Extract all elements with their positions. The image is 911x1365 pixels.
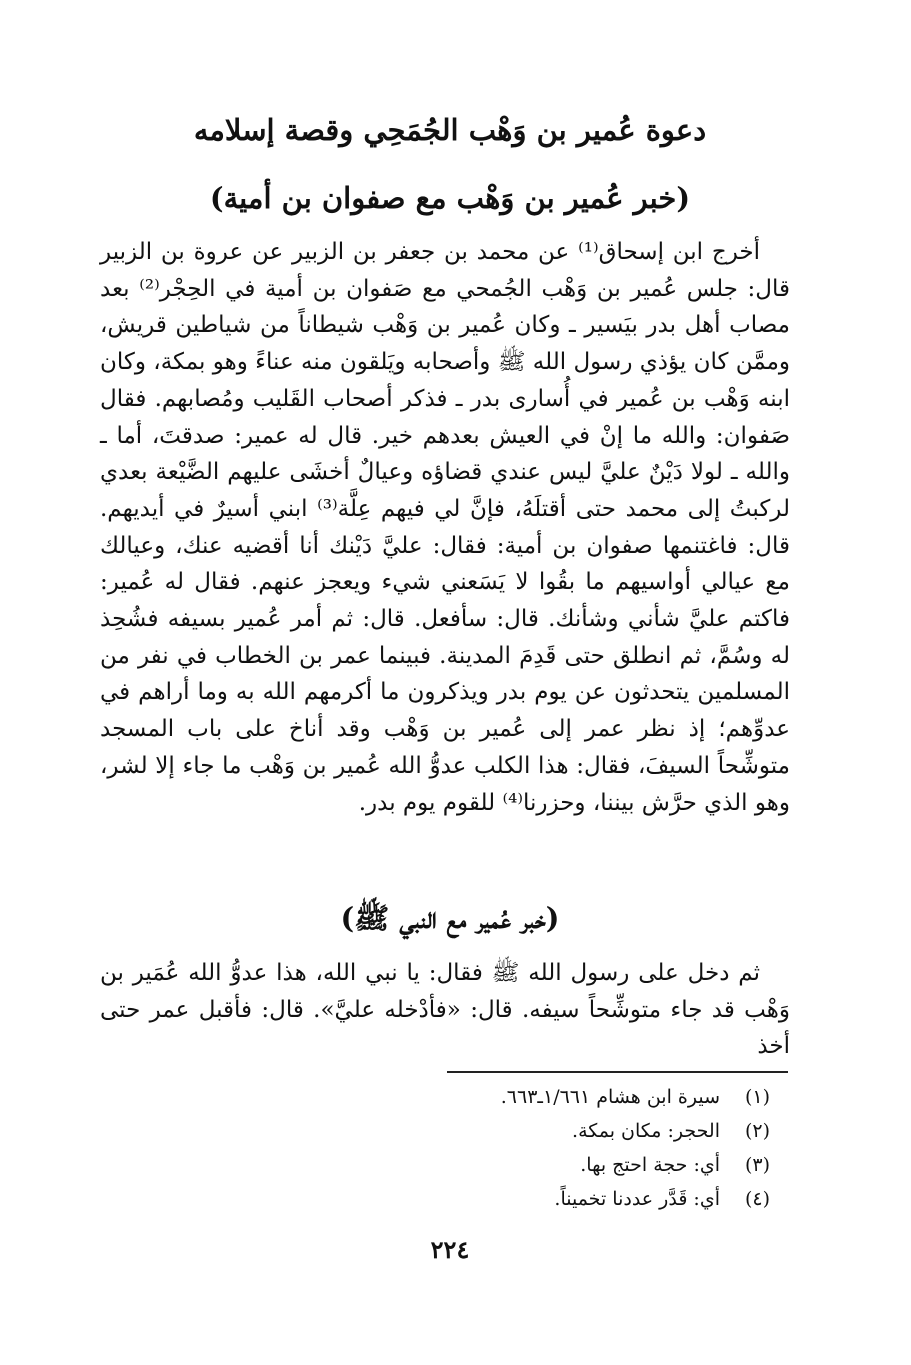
footnote-text: الحجر: مكان بمكة.	[572, 1120, 720, 1142]
footnote-number: (٢)	[744, 1120, 770, 1142]
footnote-item	[380, 1148, 770, 1182]
footnote-item	[380, 1080, 770, 1114]
paragraph-text: ثم دخل على رسول الله ﷺ فقال: يا نبي الله، هذا عدوُّ الله عُمَير بن وَهْب قد جاء متوشِّحاً سيفه. قال: «فأدْخله عليَّ». قال: فأقبل عمر حتى أخذ	[100, 960, 790, 1060]
footnote-item	[380, 1182, 770, 1216]
page-number: ٢٢٤	[430, 1235, 470, 1264]
footnote-number: (٤)	[744, 1188, 770, 1210]
section-heading-umair-prophet: (خبر عُمير مع النبي ﷺ)	[340, 901, 560, 935]
footnote-text: أي: حجة احتج بها.	[580, 1154, 720, 1176]
footnotes	[380, 1080, 770, 1216]
footnote-number: (١)	[744, 1086, 770, 1108]
paragraph-main	[100, 234, 790, 821]
footnote-text: أي: قَدَّر عددنا تخميناً.	[554, 1188, 720, 1210]
footnote-number: (٣)	[744, 1154, 770, 1176]
paragraph-continued	[100, 955, 790, 1065]
paragraph-text: أخرج ابن إسحاق⁽¹⁾ عن محمد بن جعفر بن الزبير عن عروة بن الزبير قال: جلس عُمير بن وَهْب الجُمحي مع صَفوان بن أمية في الحِجْر⁽²⁾ بعد مصاب أهل بدر بيَسير ـ وكان عُمير بن وَهْب شيطاناً من شياطين قريش، وممَّن كان يؤذي رسول الله ﷺ وأصحابه ويَلقون منه عناءً وهو بمكة، وكان ابنه وَهْب بن عُمير في أُسارى بدر ـ فذكر أصحاب القَليب ومُصابهم. فقال صَفوان: والله ما إنْ في العيش بعدهم خير. قال له عمير: صدقتَ، أما ـ والله ـ لولا دَيْنٌ عليَّ ليس عندي قضاؤه وعيالٌ أخشَى عليهم الضَّيْعة بعدي لركبتُ إلى محمد حتى أقتلَهُ، فإنَّ لي فيهم عِلَّة⁽³⁾ ابني أسيرٌ في أيديهم. قال: فاغتنمها صفوان بن أمية: فقال: عليَّ دَيْنك أنا أقضيه عنك، وعيالك مع عيالي أواسيهم ما بقُوا لا يَسَعني شيء ويعجز عنهم. فقال له عُمير: فاكتم عليَّ شأني وشأنك. قال: سأفعل. قال: ثم أمر عُمير بسيفه فشُحِذ له وسُمَّ، ثم انطلق حتى قَدِمَ المدينة. فبينما عمر بن الخطاب في نفر من المسلمين يتحدثون عن يوم بدر ويذكرون ما أكرمهم الله به وما أراهم في عدوِّهم؛ إذ نظر عمر إلى عُمير بن وَهْب وقد أناخ على باب المسجد متوشِّحاً السيفَ، فقال: هذا الكلب عدوُّ الله عُمير بن وَهْب ما جاء إلا لشر، وهو الذي حرَّش بيننا، وحزرنا⁽⁴⁾ للقوم يوم بدر.	[100, 239, 790, 816]
footnote-text: سيرة ابن هشام ١/٦٦١ـ٦٦٣.	[500, 1086, 720, 1108]
footnote-item	[380, 1114, 770, 1148]
footnote-divider	[447, 1071, 788, 1073]
section-heading-umair-safwan: (خبر عُمير بن وَهْب مع صفوان بن أمية)	[209, 181, 691, 215]
chapter-title: دعوة عُمير بن وَهْب الجُمَحِي وقصة إسلامه	[193, 113, 707, 147]
